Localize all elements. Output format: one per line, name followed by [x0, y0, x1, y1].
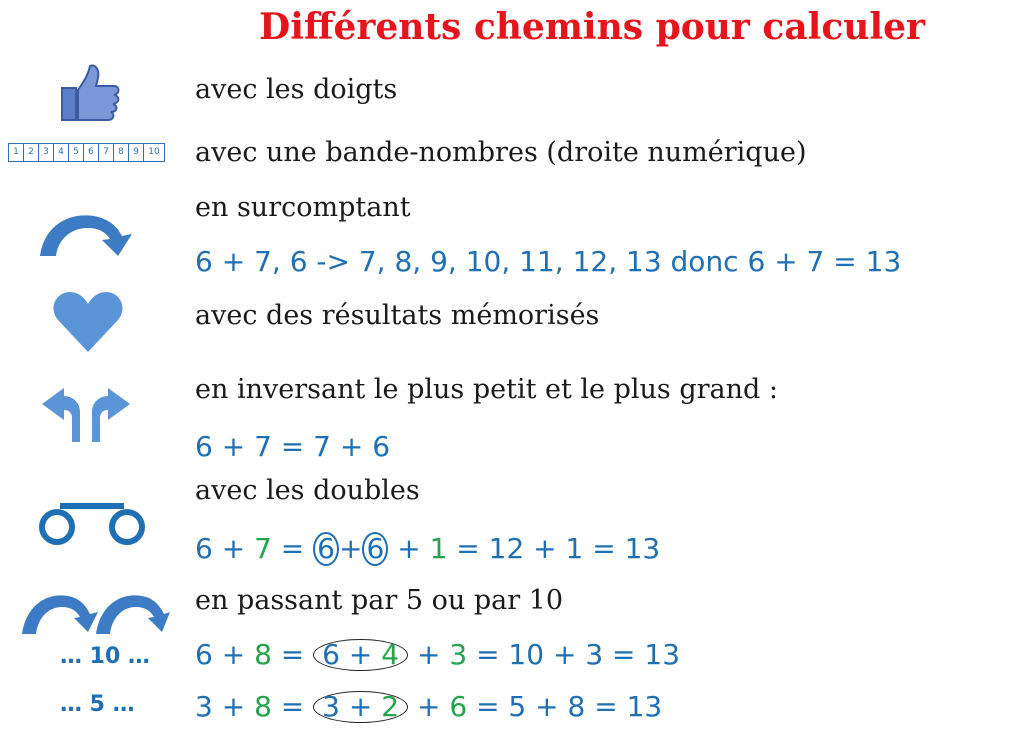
circled-pair: 6 + 4 [313, 639, 408, 671]
strip-cell: 9 [128, 143, 144, 162]
split-arrow-icon [42, 384, 130, 442]
strip-cell: 4 [53, 143, 69, 162]
label-five: … 5 … [60, 692, 135, 717]
curved-arrow-icon [38, 208, 138, 258]
strip-cell: 5 [68, 143, 84, 162]
glasses-icon [38, 500, 146, 546]
doubles-example: 6 + 7 = 6 + 6 + 1 = 12 + 1 = 13 [195, 532, 661, 565]
thumbs-up-icon [52, 62, 122, 124]
item-counting-on: en surcomptant [195, 192, 411, 223]
circled-pair: 3 + 2 [313, 691, 408, 723]
strip-cell: 6 [83, 143, 99, 162]
double-curved-arrow-icon [22, 588, 170, 638]
circled-six: 6 [313, 532, 339, 566]
item-fingers: avec les doigts [195, 74, 398, 105]
strip-cell: 7 [98, 143, 114, 162]
circled-six: 6 [362, 532, 388, 566]
item-memorized: avec des résultats mémorisés [195, 300, 600, 331]
heart-icon [52, 290, 124, 354]
strip-cell: 8 [113, 143, 129, 162]
counting-on-example: 6 + 7, 6 -> 7, 8, 9, 10, 11, 12, 13 donc 6 + 7 = 13 [195, 245, 902, 278]
strip-cell: 2 [23, 143, 39, 162]
ten-example: 6 + 8 = 6 + 4 + 3 = 10 + 3 = 13 [195, 638, 681, 671]
label-ten: … 10 … [60, 644, 150, 669]
strip-cell: 1 [8, 143, 24, 162]
item-doubles: avec les doubles [195, 475, 420, 506]
strip-cell: 10 [143, 143, 165, 162]
item-swap: en inversant le plus petit et le plus grand : [195, 374, 779, 405]
page-title: Différents chemins pour calculer [259, 6, 925, 48]
item-number-strip: avec une bande-nombres (droite numérique) [195, 137, 807, 168]
strip-cell: 3 [38, 143, 54, 162]
item-via-5-10: en passant par 5 ou par 10 [195, 585, 564, 616]
five-example: 3 + 8 = 3 + 2 + 6 = 5 + 8 = 13 [195, 690, 663, 723]
swap-example: 6 + 7 = 7 + 6 [195, 430, 391, 463]
number-strip-icon [9, 143, 165, 162]
